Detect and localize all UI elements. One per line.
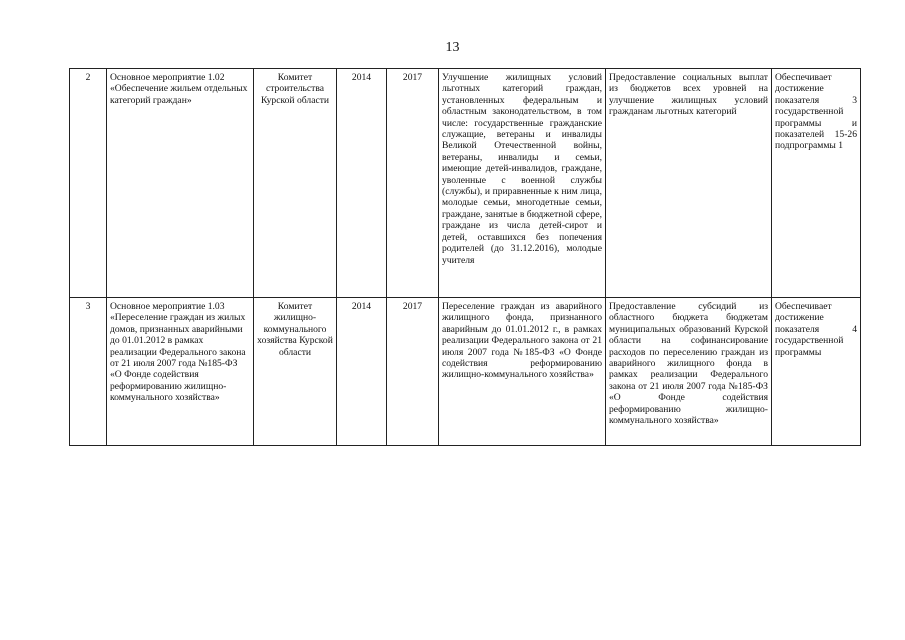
start-year-cell: 2014 xyxy=(337,298,387,446)
table-row xyxy=(70,69,861,298)
row-number-cell: 3 xyxy=(70,298,107,446)
end-year-cell: 2017 xyxy=(387,69,439,298)
event-name-cell: Основное мероприятие 1.02 «Обеспечение жильем отдельных категорий граждан» xyxy=(107,69,254,298)
table-row xyxy=(70,298,861,446)
end-year-cell: 2017 xyxy=(387,298,439,446)
expected-result-cell: Переселение граждан из аварийного жилищного фонда, признанного аварийным до 01.01.2012 г., в рамках реализации Федерального закона от 21 июля 2007 года №185-ФЗ «О Фонде содействия реформированию жилищно-коммунального хозяйства» xyxy=(439,298,606,446)
expected-result-cell: Улучшение жилищных условий льготных категорий граждан, установленных федеральным и областным законодательством, в том числе: государственные гражданские служащие, ветераны и инвалиды Великой Отечественной войны, ветераны, инвалиды и семьи, имеющие детей-инвалидов, граждане, уволенные с военной службы (службы), и приравненные к ним лица, молодые семьи, многодетные семьи, граждане, занятые в бюджетной сфере, граждане из числа детей-сирот и детей, оставшихся без попечения родителей (до 31.12.2016), молодые учителя xyxy=(439,69,606,298)
indicator-link-cell: Обеспечивает достижение показателя 4 государственной программы xyxy=(772,298,861,446)
event-name-cell: Основное мероприятие 1.03 «Переселение граждан из жилых домов, признанных аварийными до 01.01.2012 в рамках реализации Федерального закона от 21 июля 2007 года №185-ФЗ «О Фонде содействия реформированию жилищно-коммунального хозяйства» xyxy=(107,298,254,446)
main-directions-cell: Предоставление социальных выплат из бюджетов всех уровней на улучшение жилищных условий гражданам льготных категорий xyxy=(606,69,772,298)
executor-cell: Комитет жилищно-коммунального хозяйства Курской области xyxy=(254,298,337,446)
main-directions-cell: Предоставление субсидий из областного бюджета бюджетам муниципальных образований Курской области на софинансирование расходов по переселению граждан из аварийного жилищного фонда в рамках реализации Федерального закона от 21 июля 2007 года №185-ФЗ «О Фонде содействия реформированию жилищно-коммунального хозяйства» xyxy=(606,298,772,446)
row-number-cell: 2 xyxy=(70,69,107,298)
start-year-cell: 2014 xyxy=(337,69,387,298)
executor-cell: Комитет строительства Курской области xyxy=(254,69,337,298)
page-number: 13 xyxy=(445,40,460,55)
indicator-link-cell: Обеспечивает достижение показателя 3 государственной программы и показателей 15-26 подпрограммы 1 xyxy=(772,69,861,298)
measures-table xyxy=(69,68,861,446)
